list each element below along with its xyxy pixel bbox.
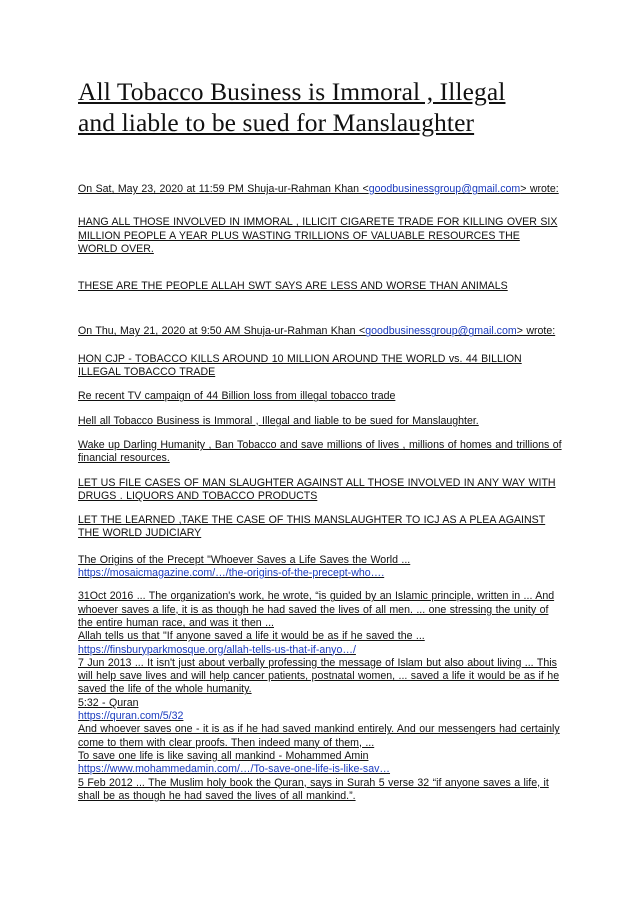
email-header-1-prefix: On Sat, May 23, 2020 at 11:59 PM Shuja-ur-Rahman Khan < [78,183,369,195]
paragraph-less-than-animals: THESE ARE THE PEOPLE ALLAH SWT SAYS ARE LESS AND WORSE THAN ANIMALS [78,280,508,293]
email-header-2 [78,325,562,338]
result-4 [78,750,562,777]
result-4-snippet: 5 Feb 2012 ... The Muslim holy book the Quran, says in Surah 5 verse 32 “if anyone saves a life, it shall be as though he had saved the lives of all mankind.”. [78,776,549,802]
email-link-1[interactable]: goodbusinessgroup@gmail.com [368,183,521,195]
result-1-title[interactable]: The Origins of the Precept "Whoever Saves a Life Saves the World ... [78,553,411,566]
search-results [78,554,562,803]
paragraph-wake-up: Wake up Darling Humanity , Ban Tobacco and save millions of lives , millions of homes and trillions of financial resources. [78,438,562,465]
result-2-url[interactable]: https://finsburyparkmosque.org/allah-tells-us-that-if-anyo…/ [78,643,356,656]
paragraph-tv-campaign: Re recent TV campaign of 44 Billion loss from illegal tobacco trade [78,390,396,403]
result-2-title[interactable]: Allah tells us that "If anyone saved a life it would be as if he saved the ... [78,630,425,643]
paragraph-hang-all: HANG ALL THOSE INVOLVED IN IMMORAL , ILLICIT CIGARETE TRADE FOR KILLING OVER SIX MILLION PEOPLE A YEAR PLUS WASTING TRILLIONS OF VALUABLE RESOURCES THE WORLD OVER. [78,216,558,255]
result-4-title[interactable]: To save one life is like saving all mankind - Mohammed Amin [78,749,369,762]
email-header-1-suffix: > wrote: [520,183,559,195]
paragraph-file-cases: LET US FILE CASES OF MAN SLAUGHTER AGAINST ALL THOSE INVOLVED IN ANY WAY WITH DRUGS . LIQUORS AND TOBACCO PRODUCTS [78,476,556,502]
email-header-2-suffix: > wrote: [516,325,556,338]
paragraph-hon-cjp: HON CJP - TOBACCO KILLS AROUND 10 MILLION AROUND THE WORLD vs. 44 BILLION ILLEGAL TOBACCO TRADE [78,352,522,379]
email-header-1 [78,183,562,196]
result-1 [78,554,562,581]
result-1-url[interactable]: https://mosaicmagazine.com/…/the-origins-of-the-precept-who…. [78,567,385,580]
document-page [78,76,562,803]
result-3-snippet: And whoever saves one - it is as if he had saved mankind entirely. And our messengers had certainly come to them with clear proofs. Then indeed many of them, ... [78,723,560,749]
result-2 [78,630,562,657]
document-title: All Tobacco Business is Immoral , Illegal and liable to be sued for Manslaughter [78,77,506,137]
paragraph-hell-tobacco: Hell all Tobacco Business is Immoral , Illegal and liable to be sued for Manslaughter. [78,414,479,427]
paragraph-icj-plea: LET THE LEARNED ,TAKE THE CASE OF THIS MANSLAUGHTER TO ICJ AS A PLEA AGAINST THE WORLD JUDICIARY [78,514,546,540]
result-1-snippet: 31Oct 2016 ... The organization's work, he wrote, “is guided by an Islamic principle, written in ... And whoever saves a life, it is as though he had saved the lives of all men. ... one stressing the unity of the entire human race, and was it then ... [78,590,555,629]
result-4-url[interactable]: https://www.mohammedamin.com/…/To-save-one-life-is-like-sav… [78,763,391,776]
result-3 [78,697,562,724]
result-3-title[interactable]: 5:32 - Quran [78,696,139,709]
result-3-url[interactable]: https://quran.com/5/32 [78,710,184,723]
email-link-2[interactable]: goodbusinessgroup@gmail.com [365,325,517,338]
result-2-snippet: 7 Jun 2013 ... It isn't just about verbally professing the message of Islam but also about living ... This will help save lives and will help cancer patients, postnatal women, ... saved a life it would be as if he saved the life of the whole humanity. [78,656,560,696]
email-header-2-prefix: On Thu, May 21, 2020 at 9:50 AM Shuja-ur-Rahman Khan < [78,325,366,338]
